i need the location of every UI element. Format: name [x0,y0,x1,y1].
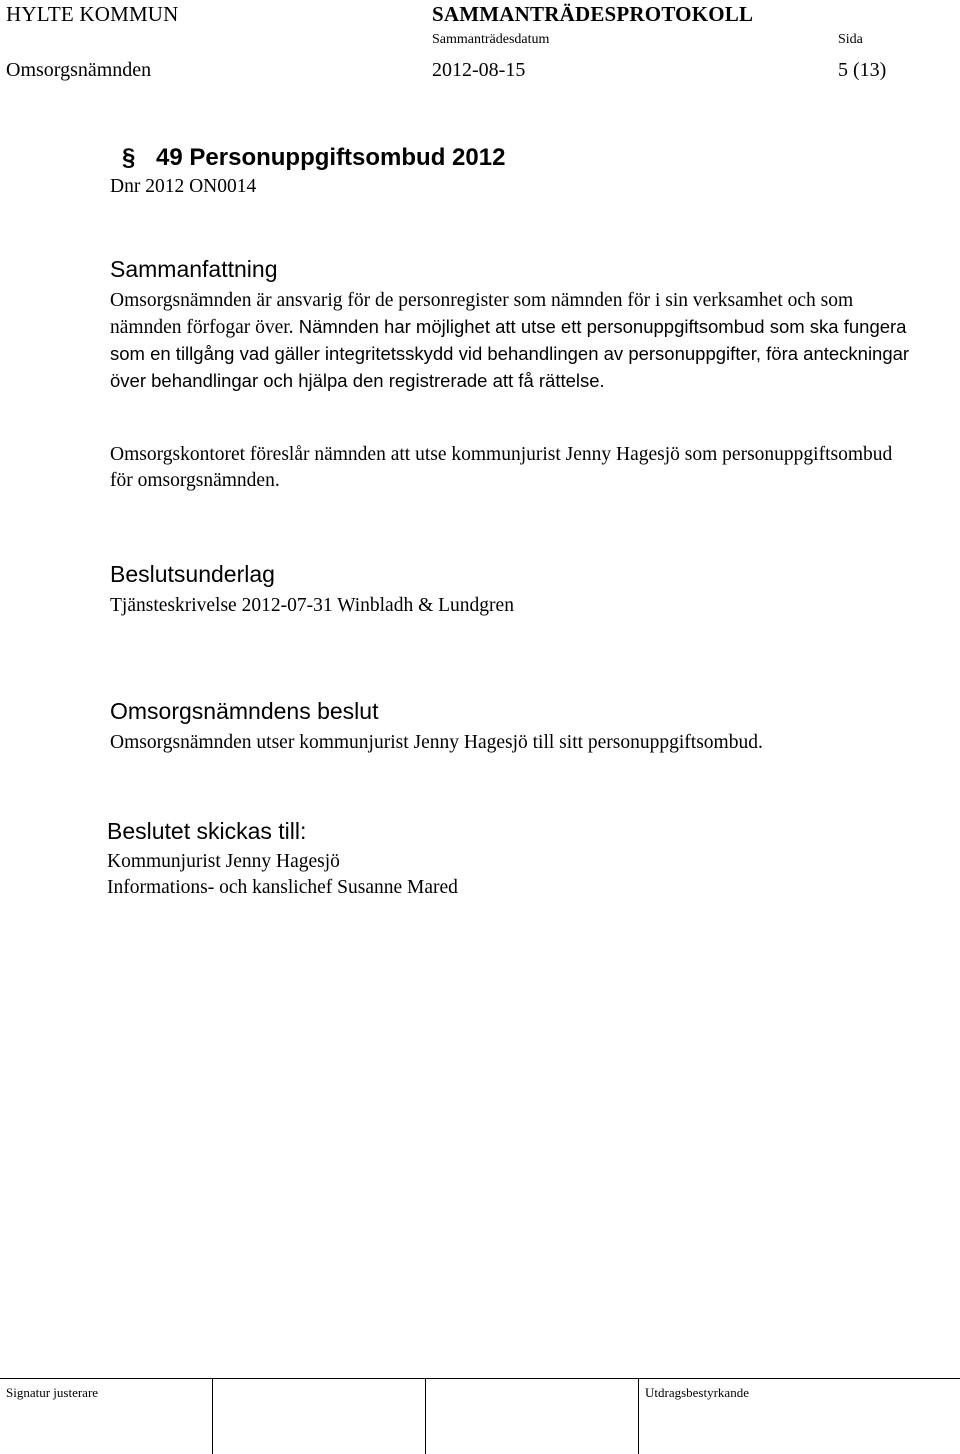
section-number-title: 49 Personuppgiftsombud 2012 [156,144,506,171]
page-number: 5 (13) [838,59,887,81]
heading-sammanfattning: Sammanfattning [110,256,278,282]
paragraph-symbol-icon: § [122,144,136,171]
committee-name: Omsorgsnämnden [6,59,152,81]
document-type: SAMMANTRÄDESPROTOKOLL [432,2,754,26]
beslut-text: Omsorgsnämnden utser kommunjurist Jenny Hagesjö till sitt personuppgiftsombud. [110,732,763,753]
footer-divider-1 [212,1378,213,1454]
extract-label: Utdragsbestyrkande [645,1385,749,1400]
recipient-1: Kommunjurist Jenny Hagesjö [107,851,340,872]
recipient-2: Informations- och kanslichef Susanne Mared [107,877,458,898]
dnr: Dnr 2012 ON0014 [110,176,257,197]
beslutsunderlag-text: Tjänsteskrivelse 2012-07-31 Winbladh & Lundgren [110,595,514,616]
municipality-name: HYLTE KOMMUN [6,2,179,26]
section-title [122,144,505,172]
signature-label: Signatur justerare [6,1385,99,1400]
footer-divider-3 [638,1378,639,1454]
page-label: Sida [838,32,863,47]
date-label: Sammanträdesdatum [432,32,550,47]
heading-beslutsunderlag: Beslutsunderlag [110,561,275,587]
heading-beslut: Omsorgsnämndens beslut [110,698,379,724]
footer-top-border [0,1378,960,1379]
sammanfattning-paragraph-2: Omsorgskontoret föreslår nämnden att utse kommunjurist Jenny Hagesjö som personuppgiftsombud för omsorgsnämnden. [110,444,893,491]
sammanfattning-p1-sans: Nämnden har möjlighet att utse ett personuppgiftsombud som ska fungera som en tillgång vad gäller integritetsskydd vid behandlingen av personuppgifter, föra anteckningar över behandlingar och hjälpa den registrerade att få rättelse. [110,316,910,391]
footer-divider-2 [425,1378,426,1454]
sammanfattning-paragraph-1 [110,288,910,395]
heading-skickas: Beslutet skickas till: [107,818,307,844]
meeting-date: 2012-08-15 [432,59,526,81]
sammanfattning-p1-serif: Omsorgsnämnden är ansvarig för de personregister som nämnden för i sin verksamhet och som nämnden förfogar över. [110,290,854,338]
